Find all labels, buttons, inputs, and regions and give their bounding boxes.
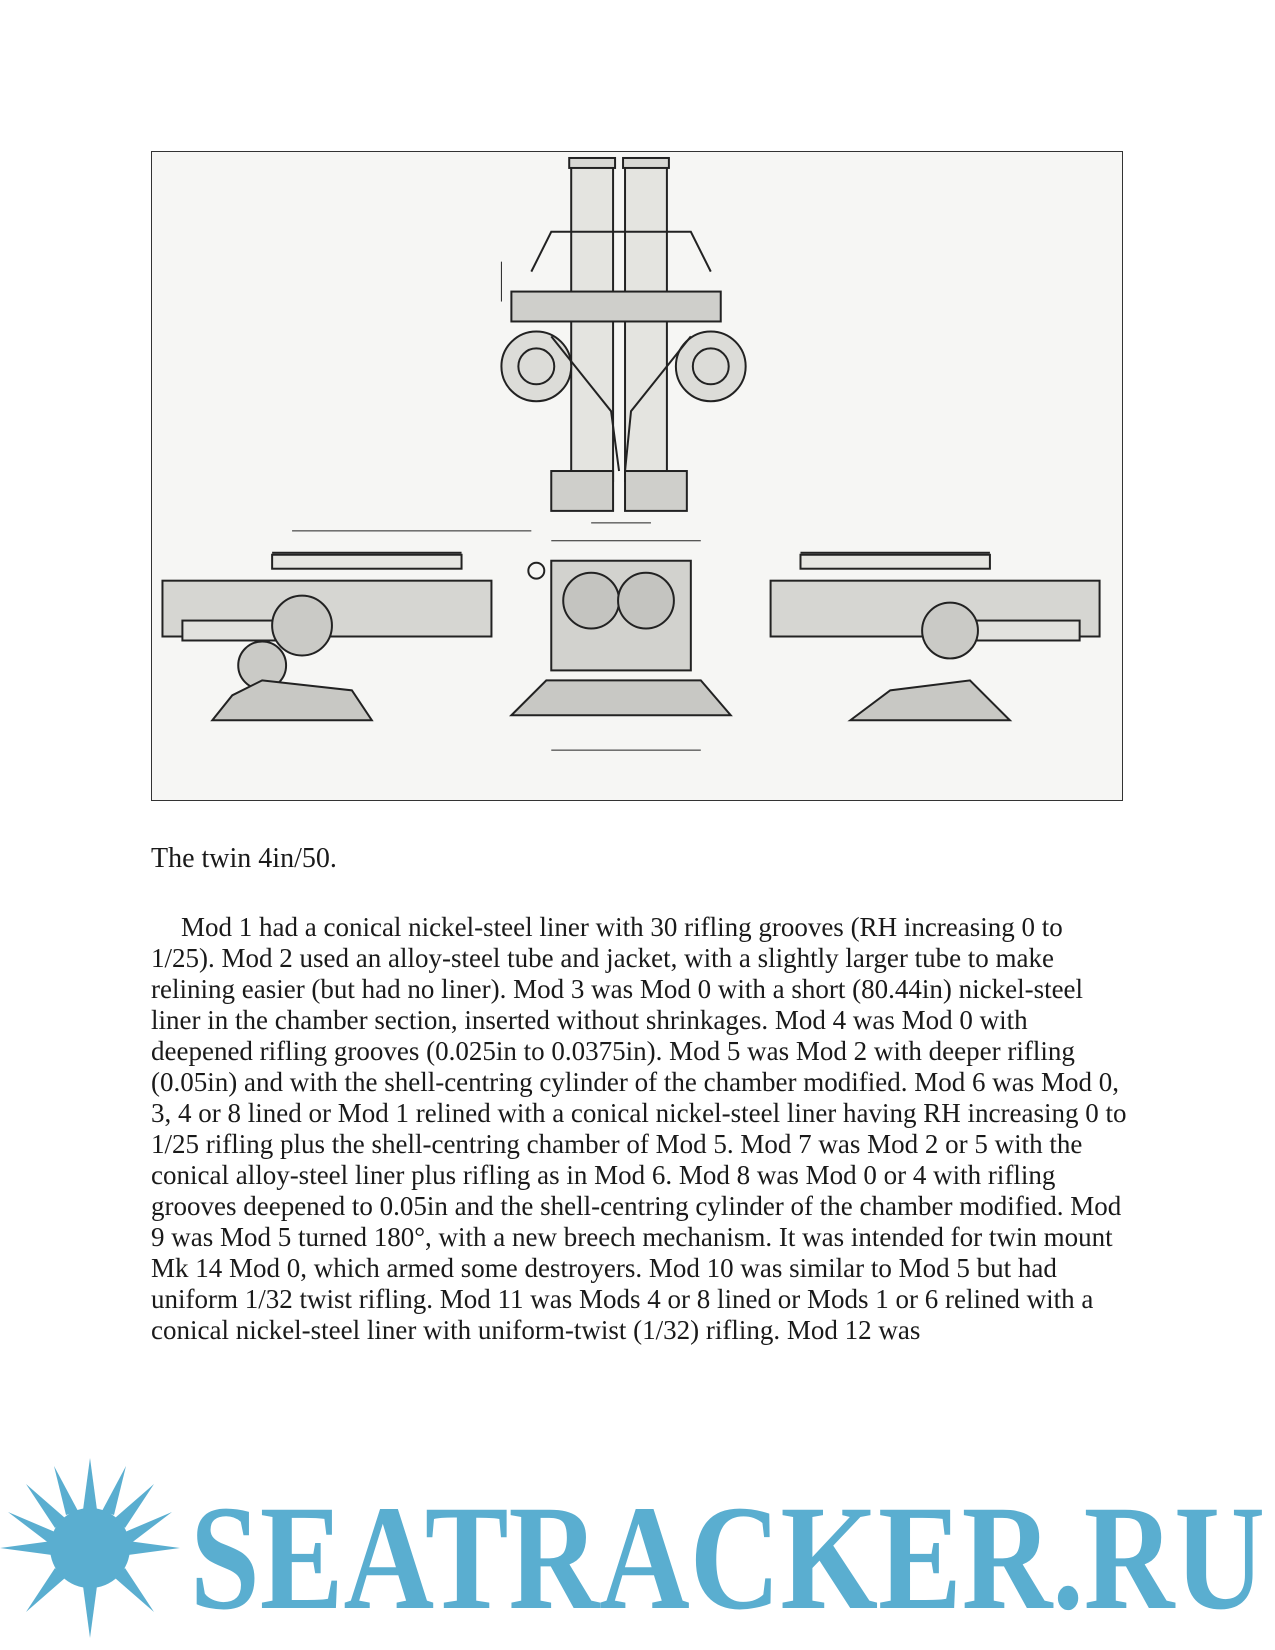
- right-side-view-drawing: [771, 553, 1100, 720]
- watermark-text: SEATRACKER.RU: [190, 1475, 1265, 1641]
- top-view-drawing: [501, 158, 745, 523]
- front-view-drawing: [511, 541, 730, 750]
- figure-caption: The twin 4in/50.: [151, 843, 337, 874]
- left-side-view-drawing: [162, 531, 531, 720]
- body-paragraph: Mod 1 had a conical nickel-steel liner with 30 rifling grooves (RH increasing 0 to 1/25). Mod 2 used an alloy-steel tube and jacket, with a slightly larger tube to make relining easier (but had no liner). Mod 3 was Mod 0 with a short (80.44in) nickel-steel liner in the chamber section, inserted without shrinkages. Mod 4 was Mod 0 with deepened rifling grooves (0.025in to 0.0375in). Mod 5 was Mod 2 with deeper rifling (0.05in) and with the shell-centring cylinder of the chamber modified. Mod 6 was Mod 0, 3, 4 or 8 lined or Mod 1 relined with a conical nickel-steel liner having RH increasing 0 to 1/25 rifling plus the shell-centring chamber of Mod 5. Mod 7 was Mod 2 or 5 with the conical alloy-steel liner plus rifling as in Mod 6. Mod 8 was Mod 0 or 4 with rifling grooves deepened to 0.05in and the shell-centring cylinder of the chamber modified. Mod 9 was Mod 5 turned 180°, with a new breech mechanism. It was intended for twin mount Mk 14 Mod 0, which armed some destroyers. Mod 10 was similar to Mod 5 but had uniform 1/32 twist rifling. Mod 11 was Mods 4 or 8 lined or Mods 1 or 6 relined with a conical nickel-steel liner with uniform-twist (1/32) rifling. Mod 12 was: [151, 912, 1127, 1345]
- seatracker-watermark: [0, 1448, 1275, 1650]
- sun-logo-icon: [0, 1458, 180, 1638]
- gun-mount-drawing: [151, 151, 1123, 801]
